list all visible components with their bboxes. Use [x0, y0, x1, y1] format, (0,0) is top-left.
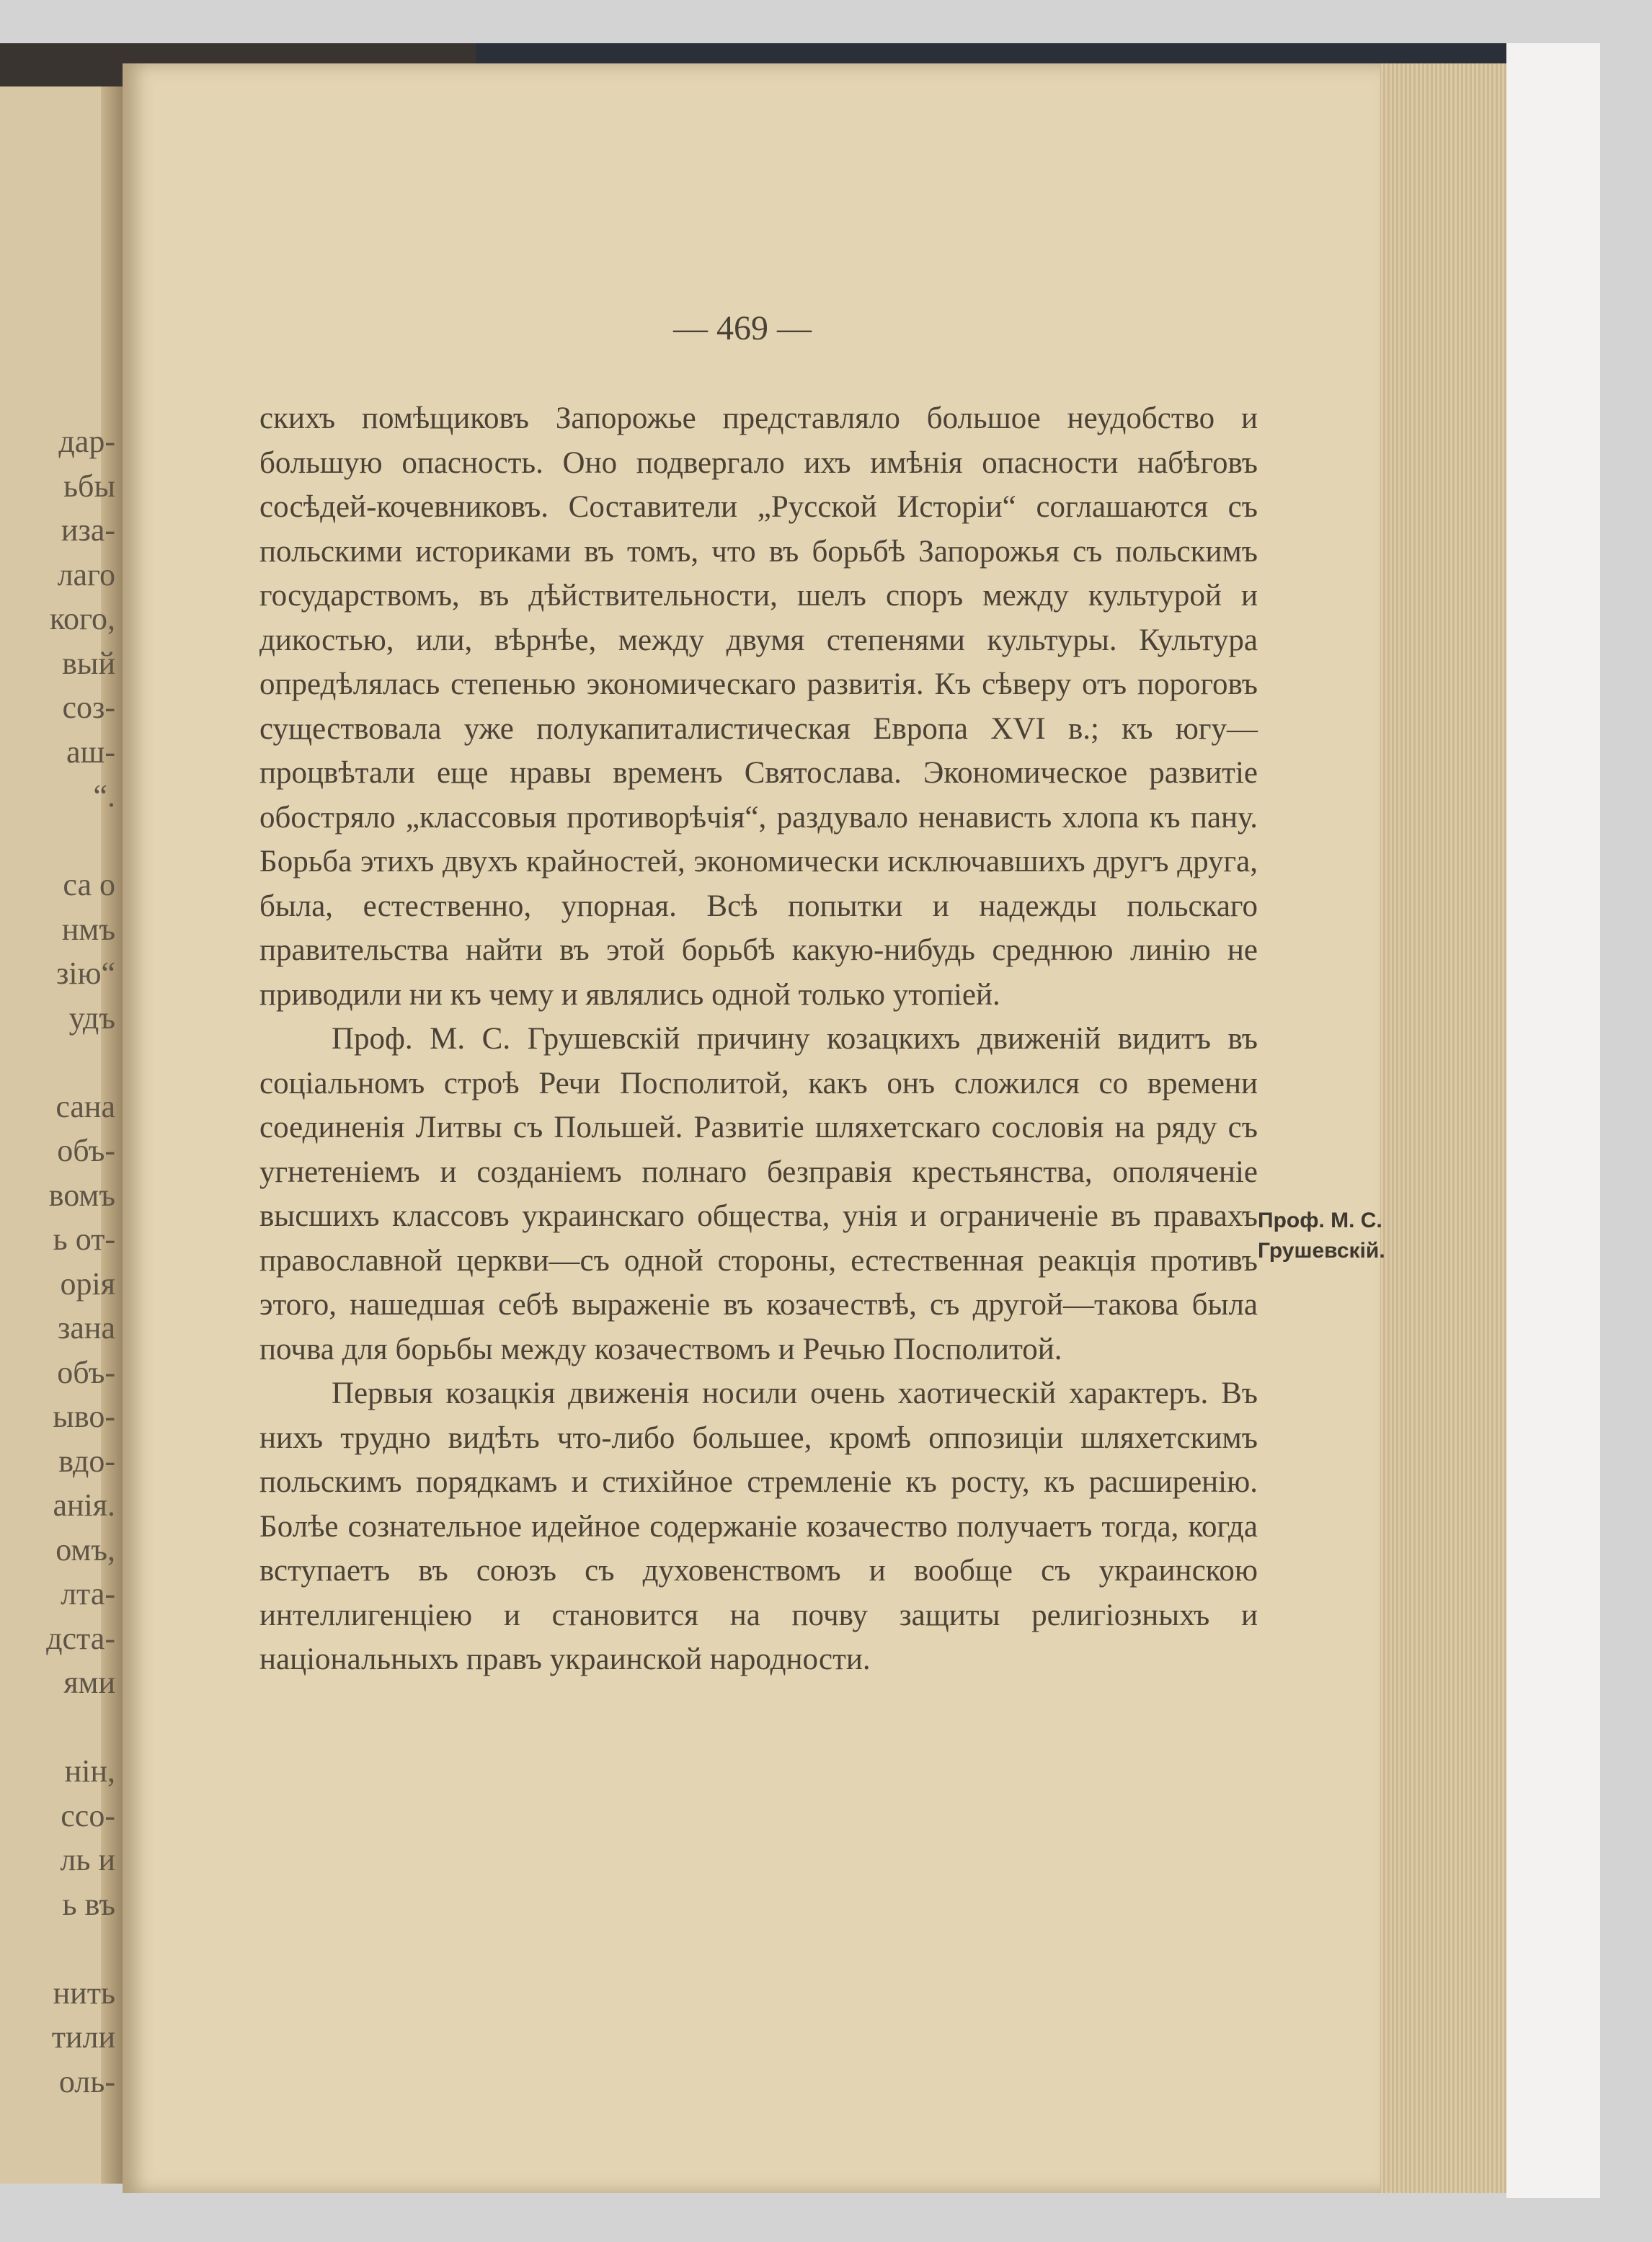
left-fragment: вомъ — [48, 1177, 115, 1213]
left-fragment: иза- — [61, 512, 115, 548]
right-page — [123, 63, 1385, 2193]
left-fragment: тили — [51, 2019, 115, 2055]
right-background-panel — [1506, 43, 1600, 2198]
left-fragment: объ- — [57, 1133, 115, 1168]
body-text — [259, 396, 1258, 1682]
left-fragment — [0, 1040, 115, 1085]
left-fragment: объ- — [57, 1354, 115, 1390]
left-fragment: вдо- — [58, 1443, 115, 1479]
left-fragment: лта- — [61, 1576, 115, 1611]
left-fragment: лаго — [57, 556, 115, 592]
page-edges — [1377, 63, 1506, 2193]
left-fragment: ьбы — [63, 468, 115, 504]
left-fragment: кого, — [49, 601, 115, 636]
paragraph: скихъ помѣщиковъ Запорожье представляло большое неудобство и большую опасность. Оно подвергало ихъ имѣнія опасности набѣговъ сосѣдей-кочевниковъ. Составители „Русской Исторіи“ соглашаются съ польскими историками въ томъ, что въ борьбѣ Запорожья съ польскимъ государствомъ, въ дѣйствительности, шелъ споръ между культурой и дикостью, или, вѣрнѣе, между двумя степенями культуры. Культура опредѣлялась степенью экономическаго развитія. Къ сѣверу отъ пороговъ существовала уже полукапиталистическая Европа XVI в.; къ югу—процвѣтали еще нравы временъ Святослава. Экономическое развитіе обостряло „классовыя противорѣчія“, раздувало ненависть хлопа къ пану. Борьба этихъ двухъ крайностей, экономически исключавшихъ другъ друга, была, естественно, упорная. Всѣ попытки и надежды польскаго правительства найти въ этой борьбѣ какую-нибудь среднюю линію не приводили ни къ чему и являлись одной только утопіей. — [259, 401, 1258, 1012]
margin-note-line: Грушевскій. — [1258, 1239, 1385, 1263]
left-fragment: нить — [53, 1975, 115, 2011]
left-fragment: зію“ — [55, 956, 115, 991]
left-fragment: дар- — [58, 424, 115, 459]
margin-note-line: Проф. М. С. — [1258, 1209, 1382, 1232]
left-fragment: нмъ — [61, 911, 115, 947]
left-page-text-fragments — [0, 419, 115, 2104]
left-fragment: орія — [60, 1265, 115, 1302]
left-fragment: удъ — [68, 1000, 115, 1036]
left-fragment: “. — [93, 778, 115, 814]
left-fragment: сана — [55, 1088, 115, 1124]
left-fragment: нін, — [64, 1753, 115, 1789]
left-fragment: ями — [63, 1665, 115, 1700]
left-fragment: анія. — [53, 1487, 115, 1523]
left-fragment: са о — [63, 867, 115, 902]
left-fragment: дста- — [46, 1620, 115, 1656]
left-fragment: ссо- — [61, 1797, 115, 1833]
left-fragment: омъ, — [55, 1531, 115, 1567]
left-fragment — [0, 1705, 115, 1750]
left-fragment — [0, 1926, 115, 1971]
left-fragment: ь от- — [53, 1222, 115, 1257]
page-number: — 469 — — [673, 309, 812, 347]
left-page — [0, 86, 123, 2184]
paragraph: Проф. М. С. Грушевскій причину козацкихъ движеній видитъ въ соціальномъ строѣ Речи Посполитой, какъ онъ сложился со времени соединенія Литвы съ Польшей. Развитіе шляхетскаго сословія на ряду съ угнетеніемъ и созданіемъ полнаго безправія крестьянства, ополяченіе высшихъ классовъ украинскаго общества, унія и ограниченіе въ правахъ православной церкви—съ одной стороны, естественная реакція противъ этого, нашедшая себѣ выраженіе въ козачествѣ, съ другой—такова была почва для борьбы между козачествомъ и Речью Посполитой. — [259, 1022, 1258, 1366]
margin-note — [1258, 1206, 1431, 1266]
left-fragment: зана — [58, 1310, 115, 1345]
left-fragment — [0, 819, 115, 863]
left-fragment: оль- — [58, 2063, 115, 2099]
paragraph: Первыя козацкія движенія носили очень хаотическій характеръ. Въ нихъ трудно видѣть что-либо большее, кромѣ оппозиціи шляхетскимъ польскимъ порядкамъ и стихійное стремленіе къ росту, къ расширенію. Болѣе сознательное идейное содержаніе козачество получаетъ тогда, когда вступаетъ въ союзъ съ духовенствомъ и вообще съ украинскою интеллигенціею и становится на почву защиты религіозныхъ и національныхъ правъ украинской народности. — [259, 1376, 1258, 1676]
left-fragment: ыво- — [53, 1399, 115, 1434]
left-fragment: ль и — [60, 1842, 115, 1877]
left-fragment: соз- — [62, 690, 115, 725]
left-fragment: аш- — [66, 734, 115, 770]
left-fragment: ь въ — [62, 1886, 115, 1922]
left-fragment: вый — [62, 645, 115, 681]
